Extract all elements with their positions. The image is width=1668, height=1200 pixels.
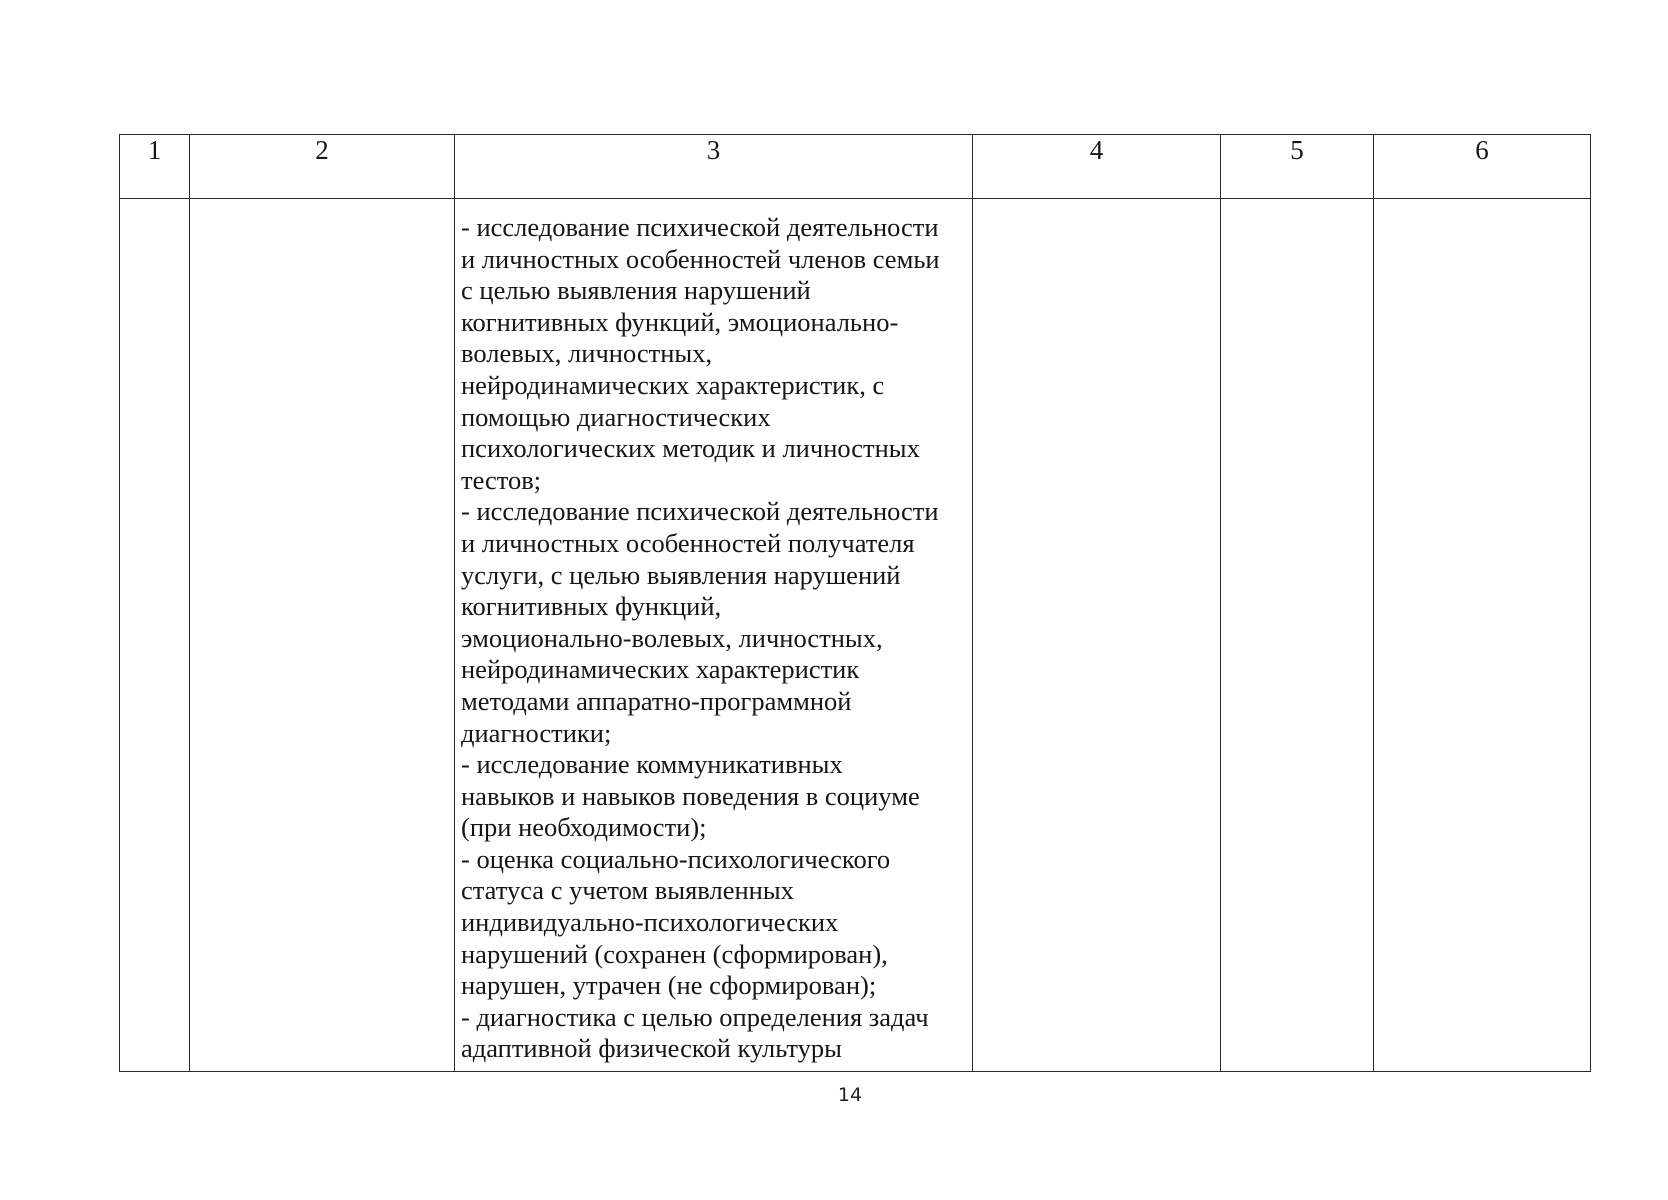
description-line: волевых, личностных, bbox=[461, 338, 713, 369]
service-description bbox=[455, 199, 972, 1065]
row-cell-5 bbox=[1221, 199, 1374, 1072]
row-cell-6 bbox=[1374, 199, 1591, 1072]
description-line: помощью диагностических bbox=[461, 401, 771, 432]
row-cell-4 bbox=[973, 199, 1221, 1072]
header-cell-1: 1 bbox=[120, 135, 190, 199]
description-line: с целью выявления нарушений bbox=[461, 275, 811, 306]
description-line: - исследование коммуникативных bbox=[461, 749, 843, 780]
header-cell-4: 4 bbox=[973, 135, 1221, 199]
table-row bbox=[120, 199, 1591, 1072]
description-line: статуса с учетом выявленных bbox=[461, 875, 794, 906]
description-line: индивидуально-психологических bbox=[461, 907, 839, 938]
description-line: услуги, с целью выявления нарушений bbox=[461, 559, 901, 590]
description-line: психологических методик и личностных bbox=[461, 433, 920, 464]
page-number: 14 bbox=[837, 1084, 863, 1106]
description-line: - оценка социально-психологического bbox=[461, 843, 891, 874]
description-line: когнитивных функций, эмоционально- bbox=[461, 306, 899, 337]
description-line: нейродинамических характеристик, с bbox=[461, 369, 885, 400]
row-cell-3 bbox=[455, 199, 973, 1072]
description-line: нарушений (сохранен (сформирован), bbox=[461, 938, 888, 969]
header-cell-6: 6 bbox=[1374, 135, 1591, 199]
description-line: и личностных особенностей членов семьи bbox=[461, 243, 940, 274]
row-cell-2 bbox=[190, 199, 455, 1072]
description-line: нейродинамических характеристик bbox=[461, 654, 860, 685]
description-line: методами аппаратно-программной bbox=[461, 685, 852, 716]
row-cell-1 bbox=[120, 199, 190, 1072]
header-cell-2: 2 bbox=[190, 135, 455, 199]
description-line: тестов; bbox=[461, 464, 542, 495]
description-line: эмоционально-волевых, личностных, bbox=[461, 622, 883, 653]
services-table bbox=[119, 134, 1591, 1072]
description-line: навыков и навыков поведения в социуме bbox=[461, 780, 920, 811]
description-line: и личностных особенностей получателя bbox=[461, 527, 915, 558]
header-cell-3: 3 bbox=[455, 135, 973, 199]
header-cell-5: 5 bbox=[1221, 135, 1374, 199]
description-line: нарушен, утрачен (не сформирован); bbox=[461, 970, 877, 1001]
description-line: - диагностика с целью определения задач bbox=[461, 1001, 929, 1032]
description-line: адаптивной физической культуры bbox=[461, 1033, 842, 1064]
description-line: - исследование психической деятельности bbox=[461, 496, 939, 527]
table-header-row bbox=[120, 135, 1591, 199]
description-line: диагностики; bbox=[461, 717, 612, 748]
description-line: - исследование психической деятельности bbox=[461, 212, 939, 242]
description-line: (при необходимости); bbox=[461, 812, 707, 843]
description-line: когнитивных функций, bbox=[461, 591, 722, 622]
